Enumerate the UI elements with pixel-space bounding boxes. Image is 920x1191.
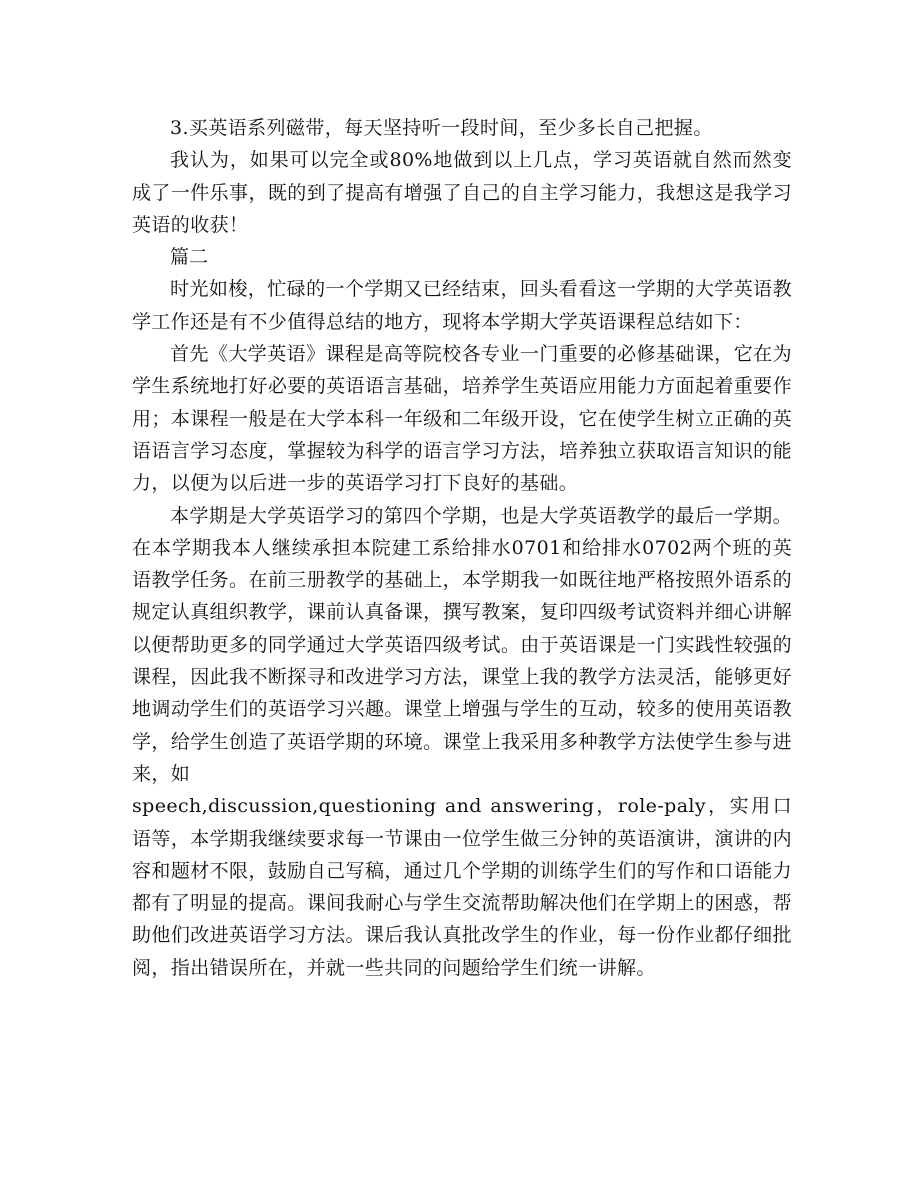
paragraph-course-overview: 首先《大学英语》课程是高等院校各专业一门重要的必修基础课，它在为学生系统地打好必要的英语语言基础，培养学生英语应用能力方面起着重要作用；本课程一般是在大学本科一年级和二年级开设，它在使学生树立正确的英语语言学习态度，掌握较为科学的语言学习方法，培养独立获取语言知识的能力，以便为以后进一步的英语学习打下良好的基础。 — [132, 343, 792, 495]
paragraph-intro: 时光如梭，忙碌的一个学期又已经结束，回头看看这一学期的大学英语教学工作还是有不少值得总结的地方，现将本学期大学英语课程总结如下： — [132, 278, 792, 333]
paragraph-conclusion: 我认为，如果可以完全或80%地做到以上几点，学习英语就自然而然变成了一件乐事，既的到了提高有增强了自己的自主学习能力，我想这是我学习英语的收获！ — [132, 149, 792, 236]
paragraph-methods: speech,discussion,questioning and answering，role-paly，实用口语等，本学期我继续要求每一节课由一位学生做三分钟的英语演讲，演讲的内容和题材不限，鼓励自己写稿，通过几个学期的训练学生们的写作和口语能力都有了明显的提高。课间我耐心与学生交流帮助解决他们在学期上的困惑，帮助他们改进英语学习方法。课后我认真批改学生的作业，每一份作业都仔细批阅，指出错误所在，并就一些共同的问题给学生们统一讲解。 — [132, 795, 792, 979]
document-page — [132, 112, 792, 984]
paragraph-semester-work: 本学期是大学英语学习的第四个学期，也是大学英语教学的最后一学期。在本学期我本人继续承担本院建工系给排水0701和给排水0702两个班的英语教学任务。在前三册教学的基础上，本学期我一如既往地严格按照外语系的规定认真组织教学，课前认真备课，撰写教案，复印四级考试资料并细心讲解以便帮助更多的同学通过大学英语四级考试。由于英语课是一门实践性较强的课程，因此我不断探寻和改进学习方法，课堂上我的教学方法灵活，能够更好地调动学生们的英语学习兴趣。课堂上增强与学生的互动，较多的使用英语教学，给学生创造了英语学期的环境。课堂上我采用多种教学方法使学生参与进来，如 — [132, 504, 792, 785]
paragraph-tip-3: 3.买英语系列磁带，每天坚持听一段时间，至少多长自己把握。 — [170, 117, 713, 139]
section-heading: 篇二 — [170, 246, 209, 269]
